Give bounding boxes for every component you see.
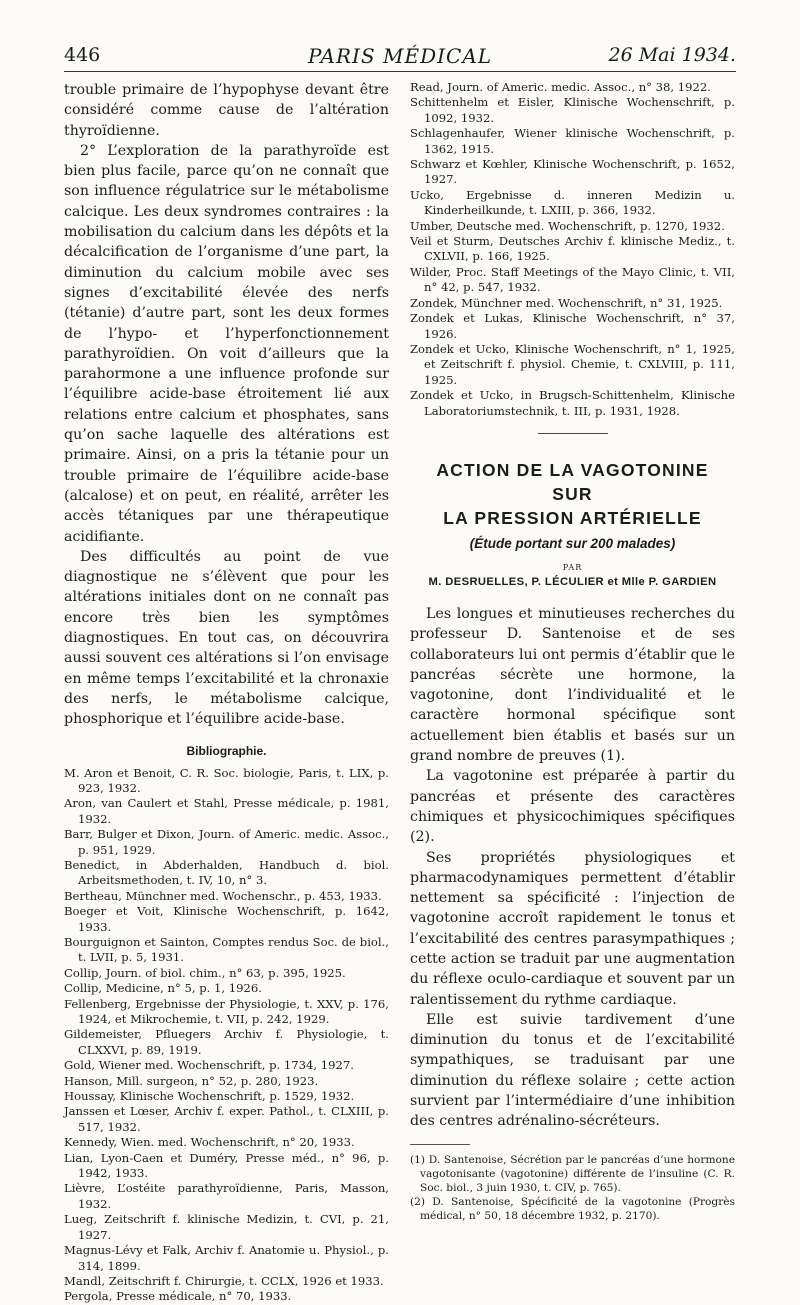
bibliography-entry: Collip, Medicine, n° 5, p. 1, 1926. xyxy=(64,981,262,996)
paragraph: Les longues et minutieuses recherches du professeur D. Santenoise et de ses collaborateurs lui ont permis d’établir que le pancréas sécrète une hormone, la vagotonine, dont l’individualité et le caractère hormonal spécifique sont actuellement bien établis et basés sur un grand nombre de preuves (1). xyxy=(410,605,735,765)
article-title-line: ACTION DE LA VAGOTONINE xyxy=(436,459,709,480)
bibliography-list xyxy=(64,766,389,1305)
bibliography-entry: Mandl, Zeitschrift f. Chirurgie, t. CCLX, 1926 et 1933. xyxy=(64,1273,384,1288)
paragraph: trouble primaire de l’hypophyse devant être considéré comme cause de l’altération thyroïdienne. xyxy=(64,82,389,139)
article-title-line: LA PRESSION ARTÉRIELLE xyxy=(443,507,702,528)
bibliography-entry: Hanson, Mill. surgeon, n° 52, p. 280, 1923. xyxy=(64,1073,319,1088)
article-title-line: SUR xyxy=(552,483,593,504)
footnote-rule xyxy=(410,1144,470,1145)
paragraph: Ses propriétés physiologiques et pharmacodynamiques permettent d’établir nettement sa spécificité : l’injection de vagotonine accroît rapidement le tonus et l’excitabilité des centres parasympathiques ; cette action se traduit par une augmentation du réflexe oculo-cardiaque et souvent par un ralentissement du rythme cardiaque. xyxy=(410,849,735,1008)
right-column xyxy=(410,80,735,1223)
article-authors: M. DESRUELLES, P. LÉCULIER et Mlle P. GARDIEN xyxy=(428,575,717,588)
bibliography-entry: Aron, van Caulert et Stahl, Presse médicale, p. 1981, 1932. xyxy=(64,796,389,826)
paragraph: Elle est suivie tardivement d’une diminution du tonus et de l’excitabilité sympathiques, se traduisant par une diminution du réflexe solaire ; cette action survient par l’intermédiaire d’une inhibition des centres adrénalino-sécréteurs. xyxy=(410,1011,735,1130)
footnote: (2) D. Santenoise, Spécificité de la vagotonine (Progrès médical, n° 50, 18 décembre 1932, p. 2170). xyxy=(410,1195,735,1222)
bibliography-entry: Magnus-Lévy et Falk, Archiv f. Anatomie u. Physiol., p. 314, 1899. xyxy=(64,1243,389,1273)
bibliography-entry: Ucko, Ergebnisse d. inneren Medizin u. Kinderheilkunde, t. LXIII, p. 366, 1932. xyxy=(410,187,735,218)
bibliography-entry: Schittenhelm et Eisler, Klinische Wochenschrift, p. 1092, 1932. xyxy=(410,95,735,125)
bibliography-entry: Umber, Deutsche med. Wochenschrift, p. 1270, 1932. xyxy=(410,218,725,233)
bibliography-entry: Bourguignon et Sainton, Comptes rendus Soc. de biol., t. LVII, p. 5, 1931. xyxy=(64,934,389,965)
paragraph: Des difficultés au point de vue diagnostique ne s’élèvent que pour les altérations initiales dont on ne connaît pas encore très bien les symptômes diagnostiques. En tout cas, on découvrira aussi souvent ces altérations si l’on envisage en même temps l’excitabilité et la chronaxie des nerfs, le métabolisme calcique, phosphorique et l’équilibre acide-base. xyxy=(64,548,389,728)
bibliography-entry: Zondek et Lukas, Klinische Wochenschrift, n° 37, 1926. xyxy=(410,311,735,341)
bibliography-entry: Collip, Journ. of biol. chim., n° 63, p. 395, 1925. xyxy=(64,965,346,980)
bibliography-title: Bibliographie. xyxy=(186,743,267,758)
page-number: 446 xyxy=(64,44,101,66)
bibliography-entry: Schlagenhaufer, Wiener klinische Wochenschrift, p. 1362, 1915. xyxy=(410,126,735,156)
journal-title: PARIS MÉDICAL xyxy=(307,44,493,68)
header-rule xyxy=(64,71,736,72)
bibliography-entry: Kennedy, Wien. med. Wochenschrift, n° 20, 1933. xyxy=(64,1135,355,1150)
bibliography-entry: Veil et Sturm, Deutsches Archiv f. klinische Mediz., t. CXLVII, p. 166, 1925. xyxy=(410,234,735,264)
bibliography-entry: Schwarz et Kœhler, Klinische Wochenschrift, p. 1652, 1927. xyxy=(410,157,735,187)
bibliography-entry: Gold, Wiener med. Wochenschrift, p. 1734, 1927. xyxy=(64,1058,354,1073)
bibliography-entry: Zondek, Münchner med. Wochenschrift, n° 31, 1925. xyxy=(410,295,723,310)
bibliography-list-continued xyxy=(410,80,735,419)
bibliography-entry: Bertheau, Münchner med. Wochenschr., p. 453, 1933. xyxy=(64,888,382,903)
bibliography-entry: Boeger et Voit, Klinische Wochenschrift, p. 1642, 1933. xyxy=(64,904,389,934)
footnote: (1) D. Santenoise, Sécrétion par le pancréas d’une hormone vagotonisante (vagotonine) différente de l’insuline (C. R. Soc. biol., 3 juin 1930, t. CIV, p. 765). xyxy=(410,1153,735,1194)
paragraph: 2° L’exploration de la parathyroïde est bien plus facile, parce qu’on ne connaît que son influence régulatrice sur le métabolisme calcique. Les deux syndromes contraires : la mobilisation du calcium dans les dépôts et la décalcification de l’organisme d’une part, la diminution du calcium mobile avec ses signes d’excitabilité élevée des nerfs (tétanie) d’autre part, sont les deux formes de l’hypo- et l’hyperfonctionnement parathyroïdien. On voit d’ailleurs que la parahormone a une influence profonde sur l’équilibre acide-base étroitement lié aux relations entre calcium et phosphates, sans qu’on sache laquelle des altérations est primaire. Ainsi, on a pris la tétanie pour un trouble primaire de l’équilibre acide-base (alcalose) et on peut, en réalité, arrêter les accès tétaniques par une thérapeutique acidifiante. xyxy=(64,142,389,545)
bibliography-entry: Gildemeister, Pfluegers Archiv f. Physiologie, t. CLXXVI, p. 89, 1919. xyxy=(64,1027,389,1057)
bibliography-entry: Zondek et Ucko, in Brugsch-Schittenhelm, Klinische Laboratoriumstechnik, t. III, p. 1931, 1928. xyxy=(410,388,735,418)
bibliography-entry: Houssay, Klinische Wochenschrift, p. 1529, 1932. xyxy=(64,1089,355,1104)
by-label: PAR xyxy=(562,562,583,572)
bibliography-entry: Fellenberg, Ergebnisse der Physiologie, t. XXV, p. 176, 1924, et Mikrochemie, t. VII, p. 242, 1929. xyxy=(64,996,389,1026)
bibliography-entry: Read, Journ. of Americ. medic. Assoc., n° 38, 1922. xyxy=(410,80,711,94)
bibliography-entry: Wilder, Proc. Staff Meetings of the Mayo Clinic, t. VII, n° 42, p. 547, 1932. xyxy=(410,264,735,295)
issue-date: 26 Mai 1934. xyxy=(608,44,736,66)
paragraph: La vagotonine est préparée à partir du pancréas et présente des caractères chimiques et physicochimiques spécifiques (2). xyxy=(410,768,735,846)
bibliography-entry: Lièvre, L’ostéite parathyroïdienne, Paris, Masson, 1932. xyxy=(64,1181,389,1211)
left-column xyxy=(64,80,389,1305)
bibliography-entry: Barr, Bulger et Dixon, Journ. of Americ. medic. Assoc., p. 951, 1929. xyxy=(64,827,389,857)
bibliography-entry: Janssen et Lœser, Archiv f. exper. Pathol., t. CLXIII, p. 517, 1932. xyxy=(64,1104,389,1134)
bibliography-entry: M. Aron et Benoit, C. R. Soc. biologie, Paris, t. LIX, p. 923, 1932. xyxy=(64,765,389,795)
bibliography-entry: Zondek et Ucko, Klinische Wochenschrift, n° 1, 1925, et Zeitschrift f. physiol. Chemie, t. CXLVIII, p. 111, 1925. xyxy=(410,341,735,387)
bibliography-entry: Pergola, Presse médicale, n° 70, 1933. xyxy=(64,1289,292,1304)
bibliography-entry: Lian, Lyon-Caen et Duméry, Presse méd., n° 96, p. 1942, 1933. xyxy=(64,1150,389,1181)
bibliography-entry: Benedict, in Abderhalden, Handbuch d. biol. Arbeitsmethoden, t. IV, 10, n° 3. xyxy=(64,857,389,888)
section-separator xyxy=(538,433,608,434)
bibliography-entry: Lueg, Zeitschrift f. klinische Medizin, t. CVI, p. 21, 1927. xyxy=(64,1212,389,1242)
article-subtitle: (Étude portant sur 200 malades) xyxy=(469,535,676,551)
page-header xyxy=(64,44,736,72)
article-title xyxy=(410,458,735,530)
